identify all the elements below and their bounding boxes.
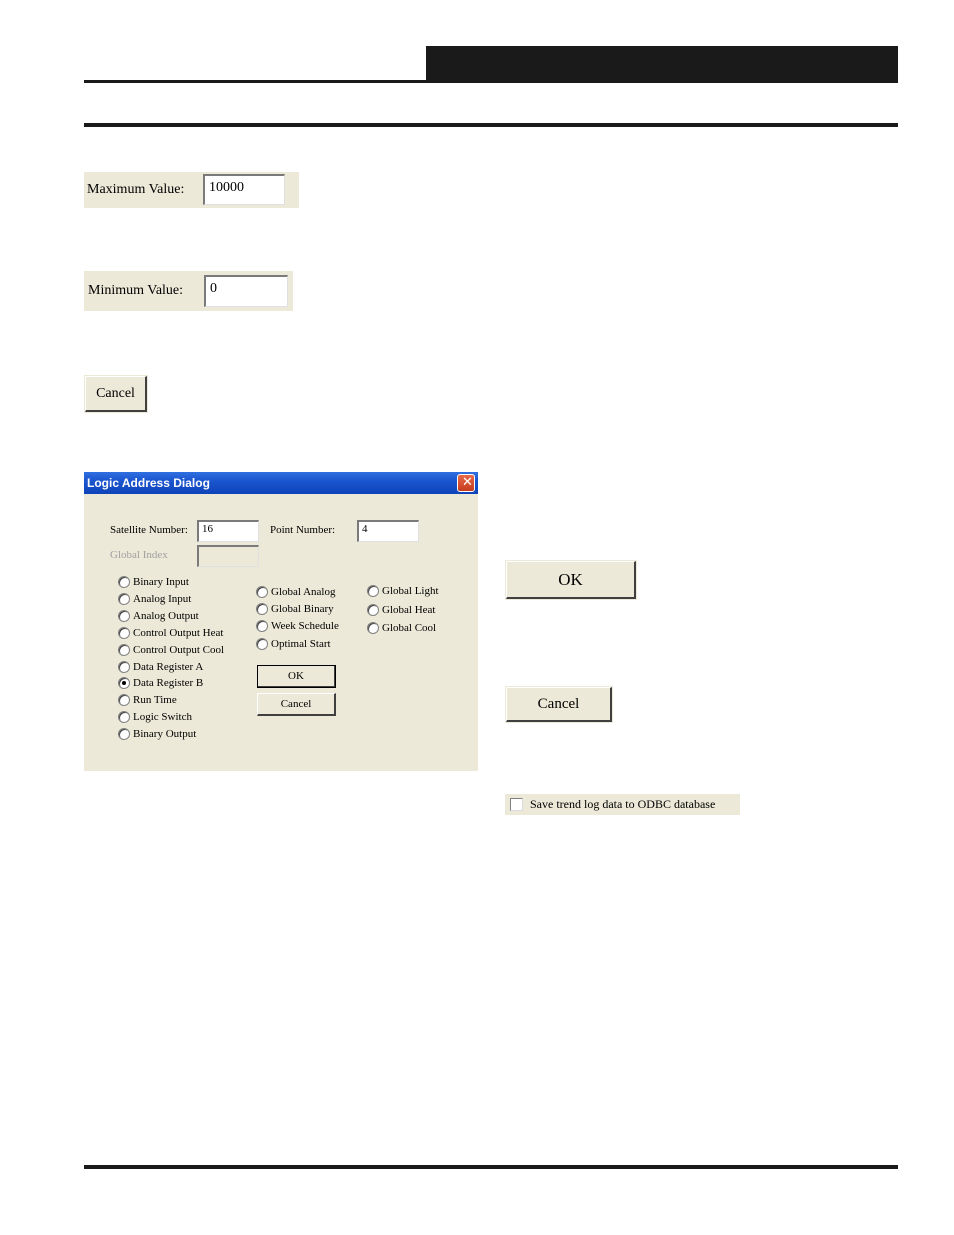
radio-button[interactable]	[256, 586, 268, 598]
odbc-checkbox-panel	[505, 794, 740, 815]
radio-label[interactable]: Optimal Start	[271, 637, 331, 650]
ok-button-panel	[505, 560, 637, 600]
radio-label[interactable]: Data Register A	[133, 660, 204, 673]
radio-button[interactable]	[118, 644, 130, 656]
radio-button[interactable]	[256, 603, 268, 615]
radio-button[interactable]	[118, 728, 130, 740]
radio-label[interactable]: Global Light	[382, 585, 439, 597]
radio-label[interactable]: Analog Output	[133, 609, 199, 622]
minimum-value-label: Minimum Value:	[88, 283, 184, 298]
header-rule-top	[84, 80, 898, 83]
dialog-title-bar[interactable]	[84, 472, 478, 494]
radio-label[interactable]: Global Binary	[271, 603, 334, 616]
radio-button[interactable]	[367, 585, 379, 597]
cancel-large-button[interactable]: Cancel	[506, 687, 612, 722]
radio-label[interactable]: Analog Input	[133, 592, 192, 605]
dialog-cancel-button[interactable]: Cancel	[257, 693, 336, 716]
dialog-ok-button[interactable]: OK	[257, 665, 336, 688]
satellite-number-input[interactable]: 16	[197, 520, 259, 542]
odbc-checkbox-label: Save trend log data to ODBC database	[530, 797, 716, 811]
radio-button[interactable]	[118, 593, 130, 605]
radio-button[interactable]	[118, 610, 130, 622]
point-number-label: Point Number:	[270, 524, 336, 536]
radio-label[interactable]: Global Analog	[271, 586, 336, 598]
logic-address-dialog	[84, 472, 478, 771]
radio-button[interactable]	[118, 677, 130, 689]
radio-label[interactable]: Binary Input	[133, 576, 189, 588]
radio-button[interactable]	[118, 576, 130, 588]
radio-button[interactable]	[118, 694, 130, 706]
maximum-value-input[interactable]: 10000	[203, 174, 285, 205]
ok-button[interactable]: OK	[506, 561, 636, 599]
radio-button[interactable]	[256, 620, 268, 632]
radio-button[interactable]	[118, 711, 130, 723]
point-number-input[interactable]: 4	[357, 520, 419, 542]
dialog-title: Logic Address Dialog	[87, 476, 210, 490]
radio-button[interactable]	[118, 661, 130, 673]
radio-label[interactable]: Control Output Heat	[133, 626, 224, 639]
radio-label[interactable]: Global Heat	[382, 603, 436, 616]
radio-label[interactable]: Binary Output	[133, 728, 197, 741]
cancel-large-button-panel	[505, 686, 613, 723]
radio-label[interactable]: Control Output Cool	[133, 643, 225, 656]
radio-label[interactable]: Data Register B	[133, 677, 204, 690]
radio-button[interactable]	[118, 627, 130, 639]
radio-button[interactable]	[367, 622, 379, 634]
radio-label[interactable]: Run Time	[133, 694, 177, 707]
radio-button[interactable]	[367, 604, 379, 616]
maximum-value-panel	[84, 172, 299, 208]
satellite-number-label: Satellite Number:	[110, 524, 188, 536]
minimum-value-input[interactable]: 0	[204, 275, 288, 307]
radio-label[interactable]: Global Cool	[382, 622, 437, 634]
radio-label[interactable]: Week Schedule	[271, 620, 339, 633]
minimum-value-panel	[84, 271, 293, 311]
cancel-button-panel	[84, 375, 148, 413]
cancel-button[interactable]: Cancel	[85, 376, 147, 412]
radio-label[interactable]: Logic Switch	[133, 711, 192, 724]
header-bar	[426, 46, 898, 80]
radio-button[interactable]	[256, 638, 268, 650]
odbc-checkbox[interactable]	[510, 798, 523, 811]
header-rule-bottom	[84, 123, 898, 127]
global-index-input	[197, 545, 259, 567]
footer-rule	[84, 1165, 898, 1169]
maximum-value-label: Maximum Value:	[87, 182, 185, 197]
close-icon[interactable]: ✕	[457, 474, 475, 492]
global-index-label: Global Index	[110, 549, 168, 561]
